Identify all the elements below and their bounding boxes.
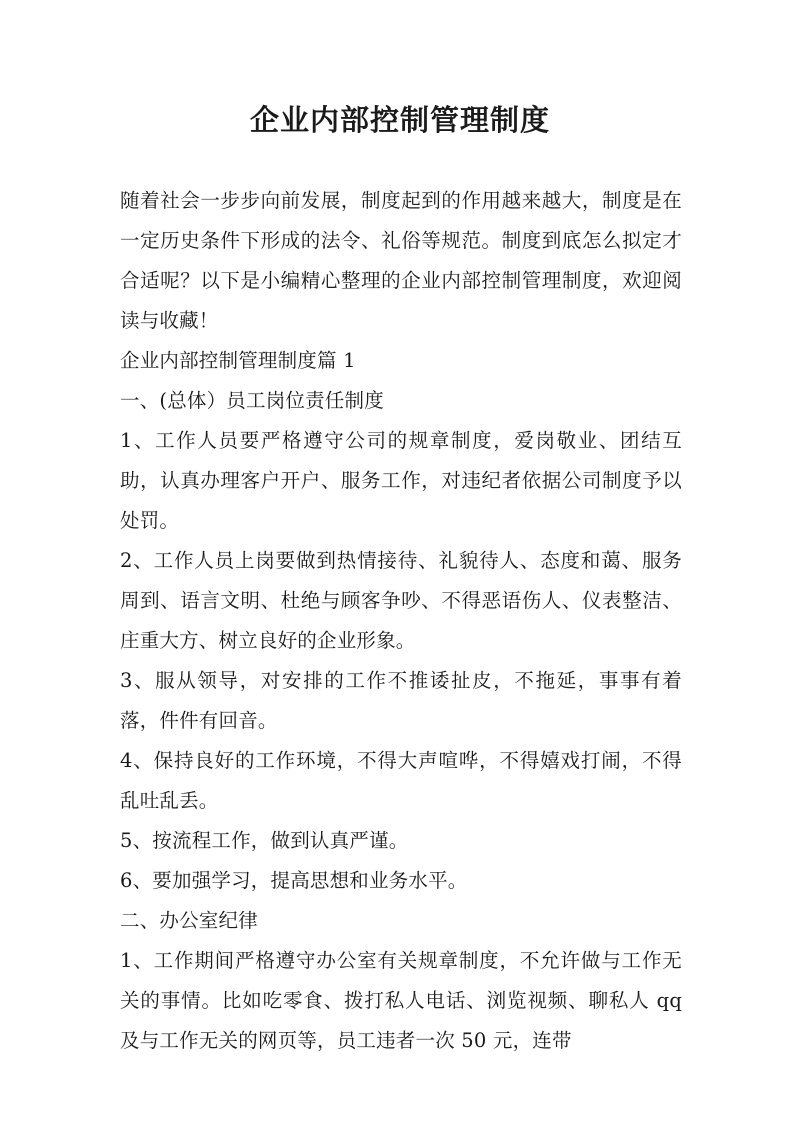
- rule-item: 4、保持良好的工作环境，不得大声喧哗，不得嬉戏打闹，不得乱吐乱丢。: [120, 749, 682, 812]
- rule-item: 6、要加强学习，提高思想和业务水平。: [120, 869, 468, 892]
- subsection-heading: 一、(总体）员工岗位责任制度: [120, 389, 384, 412]
- rule-item: 2、工作人员上岗要做到热情接待、礼貌待人、态度和蔼、服务周到、语言文明、杜绝与顾客争吵、不得恶语伤人、仪表整洁、庄重大方、树立良好的企业形象。: [120, 549, 682, 652]
- intro-paragraph: 随着社会一步步向前发展，制度起到的作用越来越大，制度是在一定历史条件下形成的法令、礼俗等规范。制度到底怎么拟定才合适呢？以下是小编精心整理的企业内部控制管理制度，欢迎阅读与收藏！: [120, 189, 682, 332]
- rule-item: 1、工作期间严格遵守办公室有关规章制度，不允许做与工作无关的事情。比如吃零食、拨打私人电话、浏览视频、聊私人 qq 及与工作无关的网页等，员工违者一次 50 元，连带: [120, 949, 682, 1052]
- document-body: [120, 181, 682, 1061]
- rule-item: 5、按流程工作，做到认真严谨。: [120, 829, 409, 852]
- subsection-heading: 二、办公室纪律: [120, 909, 258, 932]
- section-heading: 企业内部控制管理制度篇 1: [120, 349, 356, 372]
- document-title: 企业内部控制管理制度: [249, 103, 550, 137]
- rule-item: 1、工作人员要严格遵守公司的规章制度，爱岗敬业、团结互助，认真办理客户开户、服务工作，对违纪者依据公司制度予以处罚。: [120, 429, 682, 532]
- rule-item: 3、服从领导，对安排的工作不推诿扯皮，不拖延，事事有着落，件件有回音。: [120, 669, 682, 732]
